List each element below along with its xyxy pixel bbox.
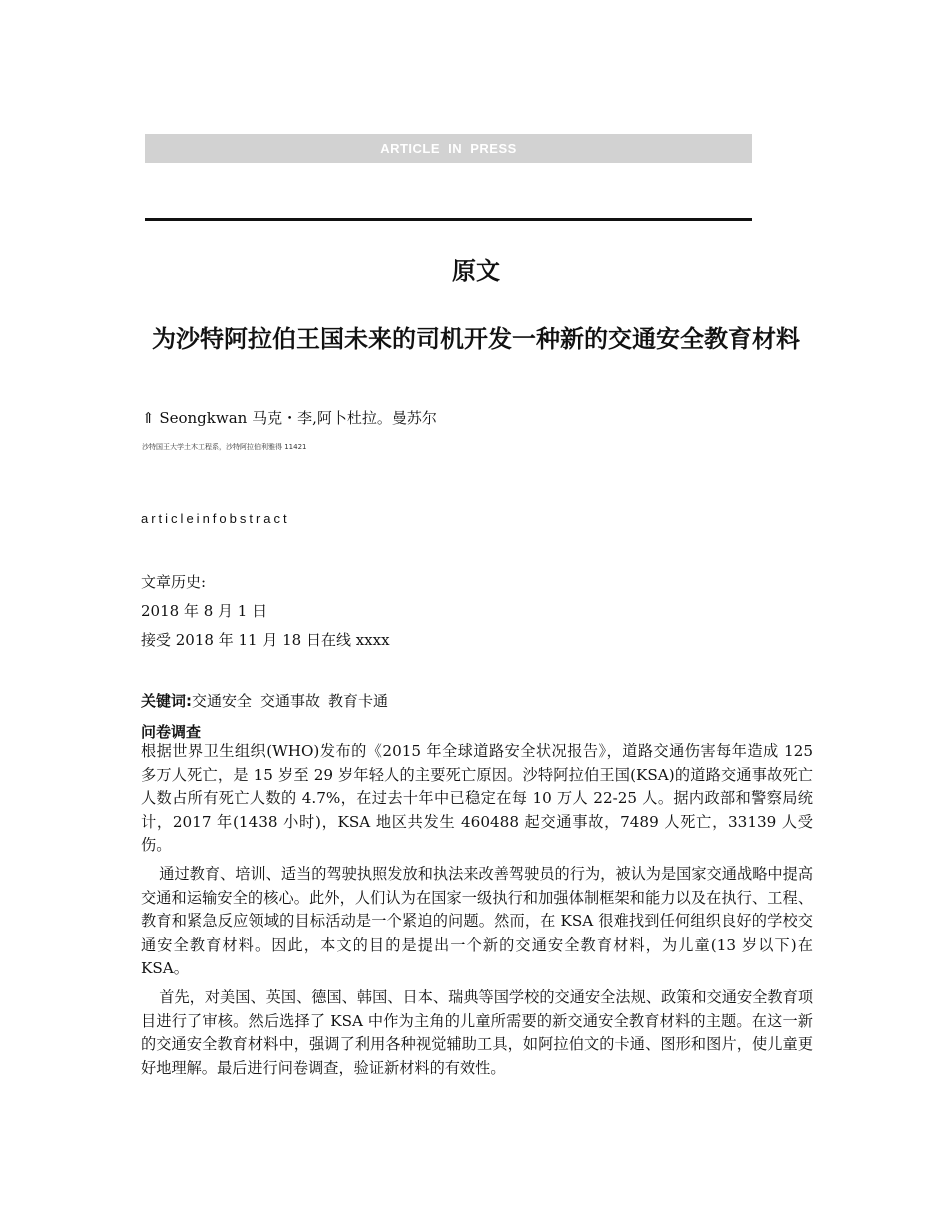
author-line: ⇑ Seongkwan 马克・李,阿卜杜拉。曼苏尔 xyxy=(142,409,437,427)
abstract-paragraph: 根据世界卫生组织(WHO)发布的《2015 年全球道路安全状况报告》，道路交通伤害每年造成 125 多万人死亡，是 15 岁至 29 岁年轻人的主要死亡原因。沙特阿拉伯王国(KSA)的道路交通事故死亡人数占所有死亡人数的 4.7%，在过去十年中已稳定在每 10 万人 22-25 人。据内政部和警察局统计，2017 年(1438 小时)，KSA 地区共发生 460488 起交通事故，7489 人死亡，33139 人受伤。 xyxy=(141,742,813,855)
keywords xyxy=(141,690,396,711)
keyword-item: 教育卡通 xyxy=(328,692,389,710)
keyword-item: 交通事故 xyxy=(260,692,321,710)
affiliation: 沙特国王大学土木工程系，沙特阿拉伯利雅得 11421 xyxy=(142,443,307,451)
abstract-paragraph: 通过教育、培训、适当的驾驶执照发放和执法来改善驾驶员的行为，被认为是国家交通战略中提高交通和运输安全的核心。此外，人们认为在国家一级执行和加强体制框架和能力以及在执行、工程、教育和紧急反应领域的目标活动是一个紧迫的问题。然而，在 KSA 很难找到任何组织良好的学校交通安全教育材料。因此，本文的目的是提出一个新的交通安全教育材料，为儿童(13 岁以下)在 KSA。 xyxy=(141,864,813,978)
history-label: 文章历史: xyxy=(141,573,207,591)
keyword-item: 交通安全 xyxy=(192,692,253,710)
article-in-press-banner xyxy=(145,134,752,163)
survey-title: 问卷调查 xyxy=(141,723,202,741)
header-rule xyxy=(145,218,752,221)
article-info-abstract-label: articleinfobstract xyxy=(141,511,290,526)
history-accepted: 接受 2018 年 11 月 18 日在线 xxxx xyxy=(141,631,390,649)
banner-text: ARTICLE IN PRESS xyxy=(380,141,517,156)
abstract-body xyxy=(141,740,813,1085)
article-title: 为沙特阿拉伯王国未来的司机开发一种新的交通安全教育材料 xyxy=(152,325,800,353)
section-heading: 原文 xyxy=(452,257,500,285)
keywords-label: 关键词: xyxy=(141,692,192,710)
article-history xyxy=(141,568,390,655)
history-received: 2018 年 8 月 1 日 xyxy=(141,602,268,620)
abstract-paragraph: 首先，对美国、英国、德国、韩国、日本、瑞典等国学校的交通安全法规、政策和交通安全教育项目进行了审核。然后选择了 KSA 中作为主角的儿童所需要的新交通安全教育材料的主题。在这一新的交通安全教育材料中，强调了利用各种视觉辅助工具，如阿拉伯文的卡通、图形和图片，使儿童更好地理解。最后进行问卷调查，验证新材料的有效性。 xyxy=(141,987,813,1077)
